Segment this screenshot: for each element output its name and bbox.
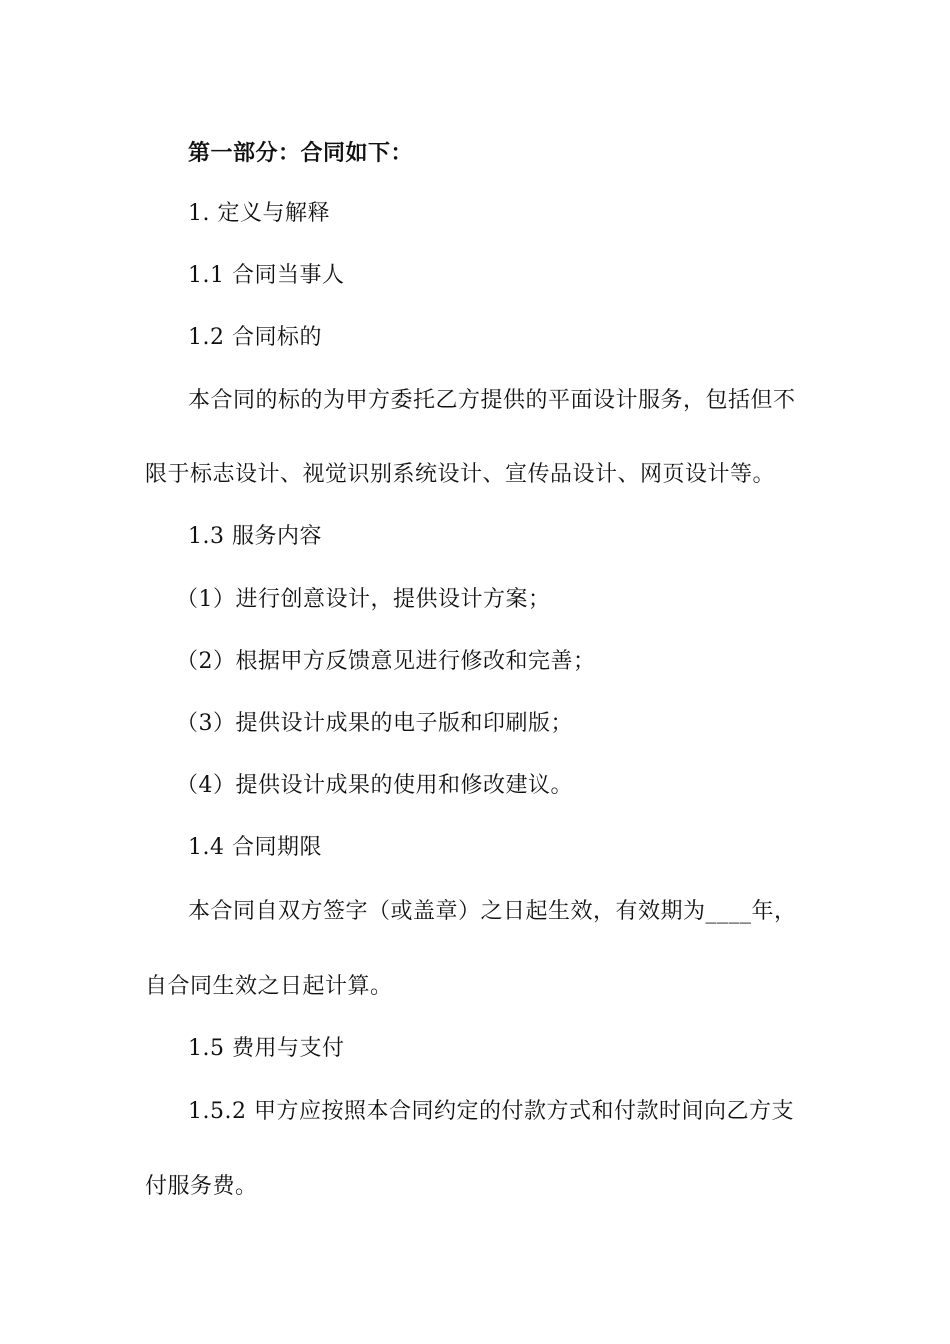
paragraph-line: 自合同生效之日起计算。	[145, 974, 393, 999]
list-item: （2）根据甲方反馈意见进行修改和完善；	[176, 649, 596, 674]
list-item: （4）提供设计成果的使用和修改建议。	[176, 773, 573, 798]
list-item: （1）进行创意设计，提供设计方案；	[176, 587, 551, 612]
subsection-heading: 1.5 费用与支付	[188, 1036, 345, 1061]
paragraph-line: 限于标志设计、视觉识别系统设计、宣传品设计、网页设计等。	[145, 462, 776, 487]
paragraph-line: 1.5.2 甲方应按照本合同约定的付款方式和付款时间向乙方支	[188, 1099, 794, 1124]
paragraph-line: 本合同自双方签字（或盖章）之日起生效，有效期为____年，	[188, 899, 797, 924]
list-item: （3）提供设计成果的电子版和印刷版；	[176, 711, 573, 736]
subsection-heading: 1.1 合同当事人	[188, 263, 345, 288]
subsection-heading: 1.4 合同期限	[188, 835, 322, 860]
paragraph-line: 本合同的标的为甲方委托乙方提供的平面设计服务，包括但不	[188, 388, 796, 413]
part-title: 第一部分：合同如下：	[188, 140, 414, 166]
subsection-heading: 1.3 服务内容	[188, 524, 322, 549]
subsection-heading: 1.2 合同标的	[188, 325, 322, 350]
section-heading: 1. 定义与解释	[188, 201, 330, 226]
paragraph-line: 付服务费。	[145, 1174, 258, 1199]
